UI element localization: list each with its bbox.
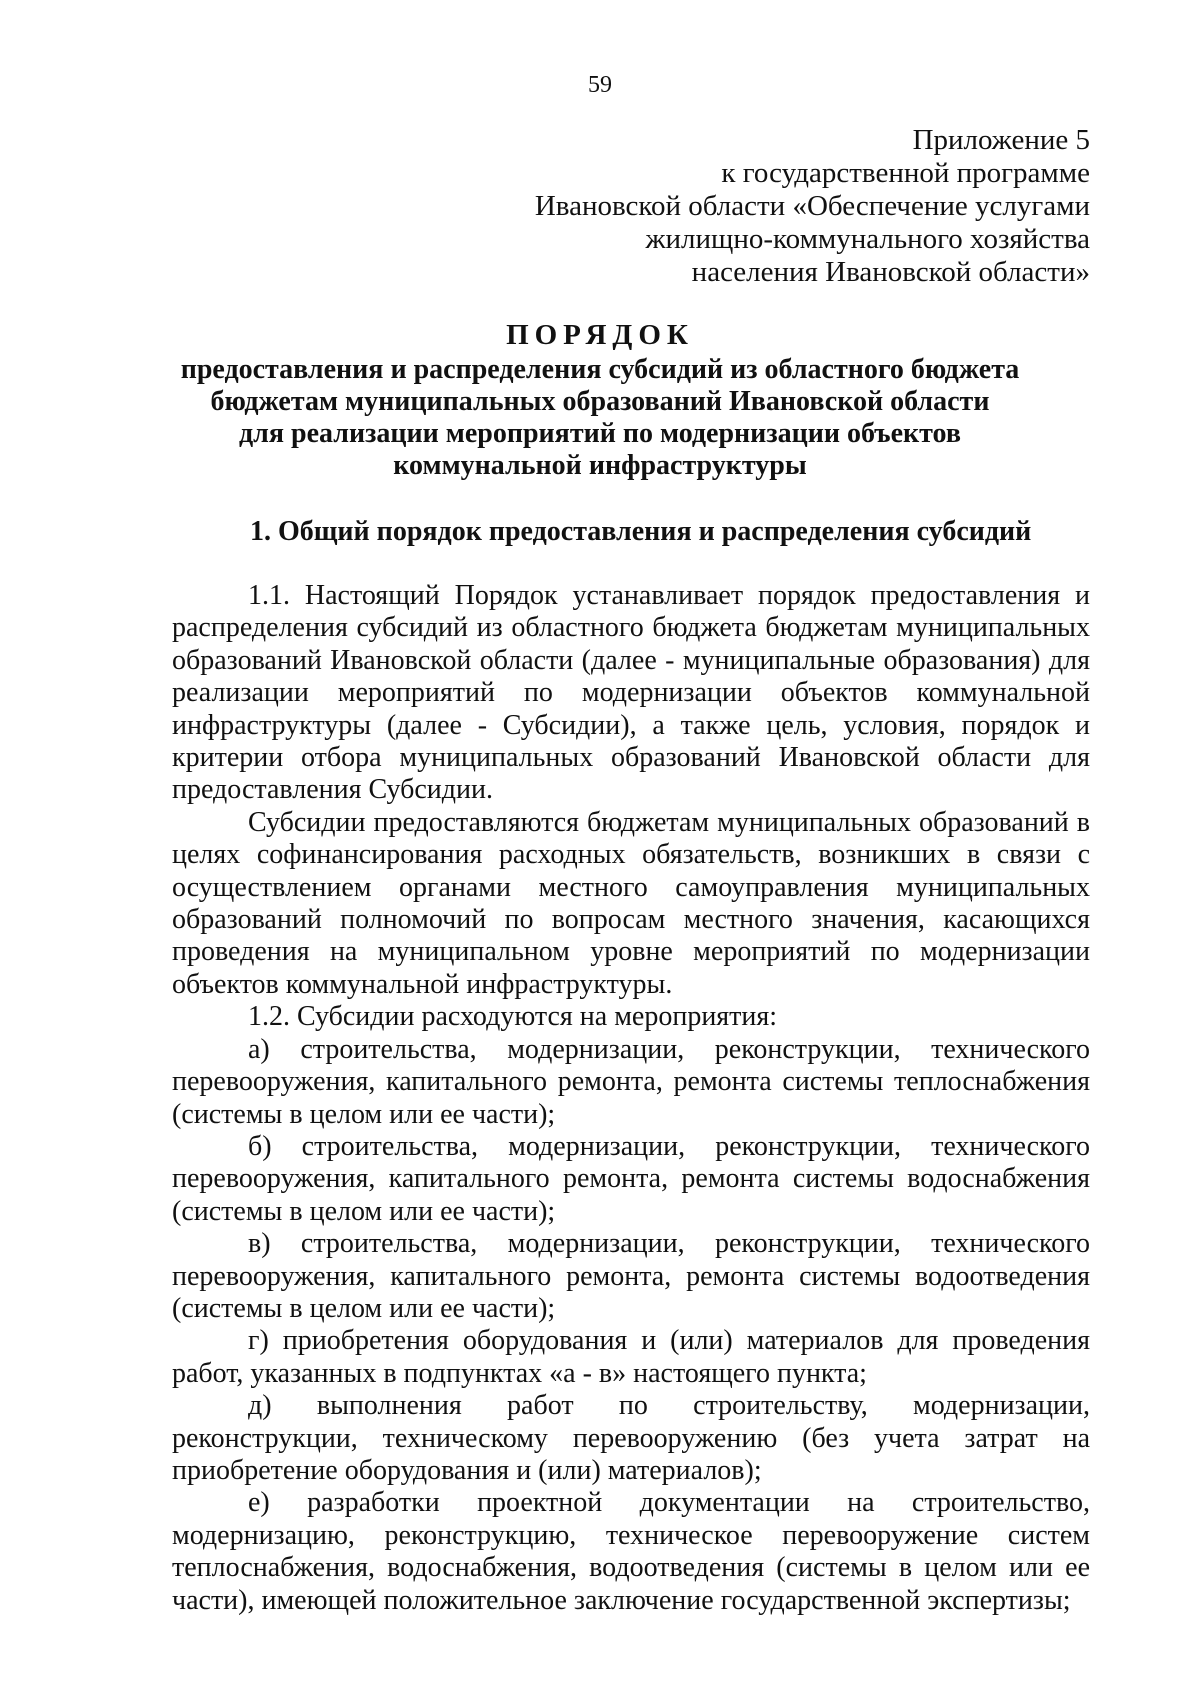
subtitle-line: предоставления и распределения субсидий из областного бюджета xyxy=(180,354,1020,385)
document-title: ПОРЯДОК xyxy=(506,319,694,351)
list-item-d: д) выполнения работ по строительству, модернизации, реконструкции, техническому перевооружению (без учета затрат на приобретение оборудования и (или) материалов); xyxy=(172,1390,1090,1486)
body-text xyxy=(172,580,1090,1617)
section-heading: 1. Общий порядок предоставления и распределения субсидий xyxy=(250,516,1032,547)
subtitle-line: для реализации мероприятий по модернизации объектов xyxy=(239,418,961,449)
appendix-reference xyxy=(450,124,1090,289)
list-item-a: а) строительства, модернизации, реконструкции, технического перевооружения, капитального ремонта, ремонта системы теплоснабжения (системы в целом или ее части); xyxy=(172,1033,1090,1130)
paragraph-1-1: 1.1. Настоящий Порядок устанавливает порядок предоставления и распределения субсидий из областного бюджета бюджетам муниципальных образований Ивановской области (далее - муниципальные образования) для реализации мероприятий по модернизации объектов коммунальной инфраструктуры (далее - Субсидии), а также цель, условия, порядок и критерии отбора муниципальных образований Ивановской области для предоставления Субсидии. xyxy=(172,580,1090,806)
document-subtitle xyxy=(160,354,1040,482)
appendix-line: населения Ивановской области» xyxy=(691,256,1090,288)
subtitle-line: коммунальной инфраструктуры xyxy=(393,450,807,481)
list-item-b: б) строительства, модернизации, реконструкции, технического перевооружения, капитального ремонта, ремонта системы водоснабжения (системы в целом или ее части); xyxy=(172,1130,1090,1227)
appendix-line: к государственной программе xyxy=(721,157,1090,189)
appendix-line: Приложение 5 xyxy=(912,124,1090,156)
paragraph-subsidies-purpose: Субсидии предоставляются бюджетам муниципальных образований в целях софинансирования расходных обязательств, возникших в связи с осуществлением органами местного самоуправления муниципальных образований полномочий по вопросам местного значения, касающихся проведения на муниципальном уровне мероприятий по модернизации объектов коммунальной инфраструктуры. xyxy=(172,806,1090,1000)
page-number: 59 xyxy=(588,72,612,98)
appendix-line: Ивановской области «Обеспечение услугами xyxy=(534,190,1090,222)
list-item-e: е) разработки проектной документации на строительство, модернизацию, реконструкцию, техническое перевооружение систем теплоснабжения, водоснабжения, водоотведения (системы в целом или ее части), имеющей положительное заключение государственной экспертизы; xyxy=(172,1487,1090,1616)
list-item-g: г) приобретения оборудования и (или) материалов для проведения работ, указанных в подпунктах «а - в» настоящего пункта; xyxy=(172,1325,1090,1389)
list-item-v: в) строительства, модернизации, реконструкции, технического перевооружения, капитального ремонта, ремонта системы водоотведения (системы в целом или ее части); xyxy=(172,1228,1090,1324)
paragraph-1-2: 1.2. Субсидии расходуются на мероприятия: xyxy=(248,1001,778,1033)
appendix-line: жилищно-коммунального хозяйства xyxy=(645,223,1090,255)
subtitle-line: бюджетам муниципальных образований Ивановской области xyxy=(210,386,990,417)
